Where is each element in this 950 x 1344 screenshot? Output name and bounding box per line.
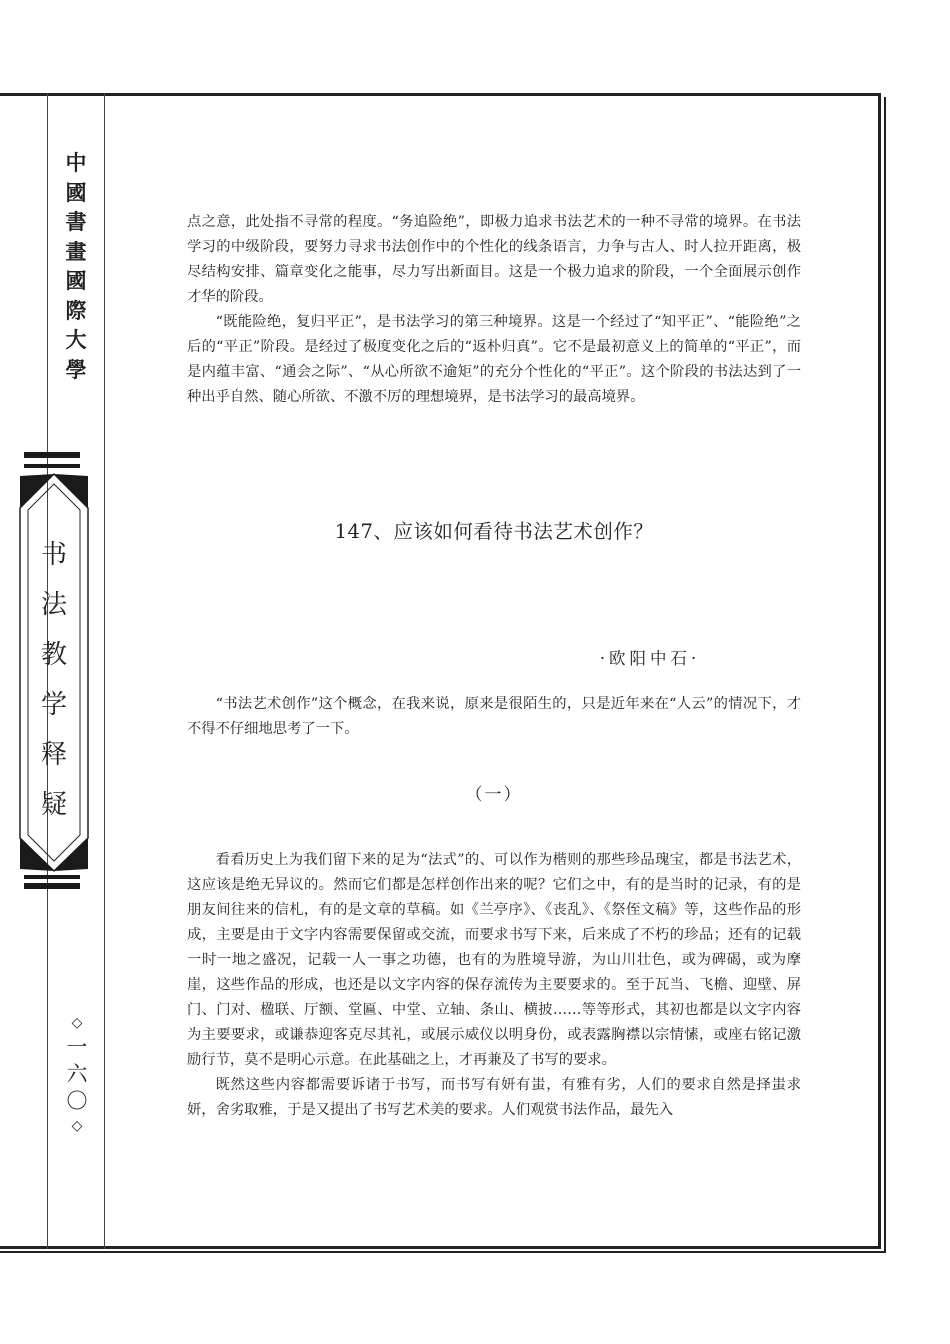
author-name: ·欧阳中石· <box>599 649 701 668</box>
book-title-char: 释 <box>40 740 67 770</box>
page-number-char: 〇 <box>66 1089 88 1113</box>
paragraph: 看看历史上为我们留下来的足为“法式”的、可以作为楷则的那些珍品瑰宝，都是书法艺术，这应该是绝无异议的。然而它们都是怎样创作出来的呢？它们之中，有的是当时的记录，有的是朋友间往来的信札，有的是文章的草稿。如《兰亭序》、《丧乱》、《祭侄文稿》等，这些作品的形成，主要是由于文字内容需要保留或交流，而要求书写下来，后来成了不朽的珍品；还有的记载一时一地之盛况，记载一人一事之功德，也有的为胜境导游，为山川壮色，或为碑碣，或为摩崖，这些作品的形成，也还是以文字内容的保存流传为主要要求的。至于瓦当、飞檐、迎壁、屏门、门对、楹联、厅额、堂匾、中堂、立轴、条山、横披……等等形式，其初也都是以文字内容为主要要求，或谦恭迎客克尽其礼，或展示威仪以明身份，或表露胸襟以宗情愫，或座右铭记激励行节，莫不是明心示意。在此基础之上，才再兼及了书写的要求。 <box>187 852 801 1068</box>
univ-char: 書 <box>65 209 87 234</box>
page-number-char: 六 <box>66 1062 88 1086</box>
ornament-bar <box>24 452 80 458</box>
univ-char: 國 <box>65 179 87 205</box>
book-title-char: 书 <box>40 540 67 570</box>
section-title: 147、应该如何看待书法艺术创作？ <box>334 520 654 543</box>
top-text <box>187 210 801 410</box>
univ-char: 國 <box>65 268 87 293</box>
diamond-icon: ◇ <box>71 1118 83 1134</box>
univ-char: 學 <box>65 356 87 382</box>
body-text <box>187 848 801 1123</box>
sidebar-university-name <box>60 148 92 384</box>
book-title-char: 学 <box>40 690 67 720</box>
page-number <box>62 1012 92 1137</box>
univ-char: 大 <box>65 327 87 352</box>
univ-char: 際 <box>65 297 87 323</box>
page-number-char: 一 <box>66 1035 88 1059</box>
intro-text <box>187 692 801 742</box>
paragraph: “书法艺术创作”这个概念，在我来说，原来是很陌生的，只是近年来在“人云”的情况下，才不得不仔细地思考了一下。 <box>187 696 801 737</box>
paragraph: 既然这些内容都需要诉诸于书写，而书写有妍有蚩，有雅有劣，人们的要求自然是择蚩求妍，舍劣取雅，于是又提出了书写艺术美的要求。人们观赏书法作品，最先入 <box>187 1077 801 1118</box>
ornament-bar <box>24 883 80 889</box>
part-label: （一） <box>465 785 523 805</box>
ornament-bar <box>24 464 80 468</box>
paragraph: 点之意，此处指不寻常的程度。“务追险绝”，即极力追求书法艺术的一种不寻常的境界。在书法学习的中级阶段，要努力寻求书法创作中的个性化的线条语言，力争与古人、时人拉开距离，极尽结构安排、篇章变化之能事，尽力写出新面目。这是一个极力追求的阶段，一个全面展示创作才华的阶段。 <box>187 214 801 305</box>
paragraph: “既能险绝，复归平正”，是书法学习的第三种境界。这是一个经过了“知平正”、“能险绝”之后的“平正”阶段。是经过了极度变化之后的“返朴归真”。它不是最初意义上的简单的“平正”，而是内蕴丰富、“通会之际”、“从心所欲不逾矩”的充分个性化的“平正”。这个阶段的书法达到了一种出乎自然、随心所欲、不激不厉的理想境界，是书法学习的最高境界。 <box>187 314 801 405</box>
book-title-char: 疑 <box>40 790 67 820</box>
diamond-icon: ◇ <box>71 1015 83 1031</box>
book-title-char: 法 <box>40 590 67 620</box>
sidebar-book-title <box>34 530 74 830</box>
ornament-bar <box>24 875 80 879</box>
sidebar-rule-right <box>104 93 105 1249</box>
book-title-char: 教 <box>40 640 67 670</box>
univ-char: 中 <box>65 150 87 175</box>
univ-char: 畫 <box>65 238 87 264</box>
